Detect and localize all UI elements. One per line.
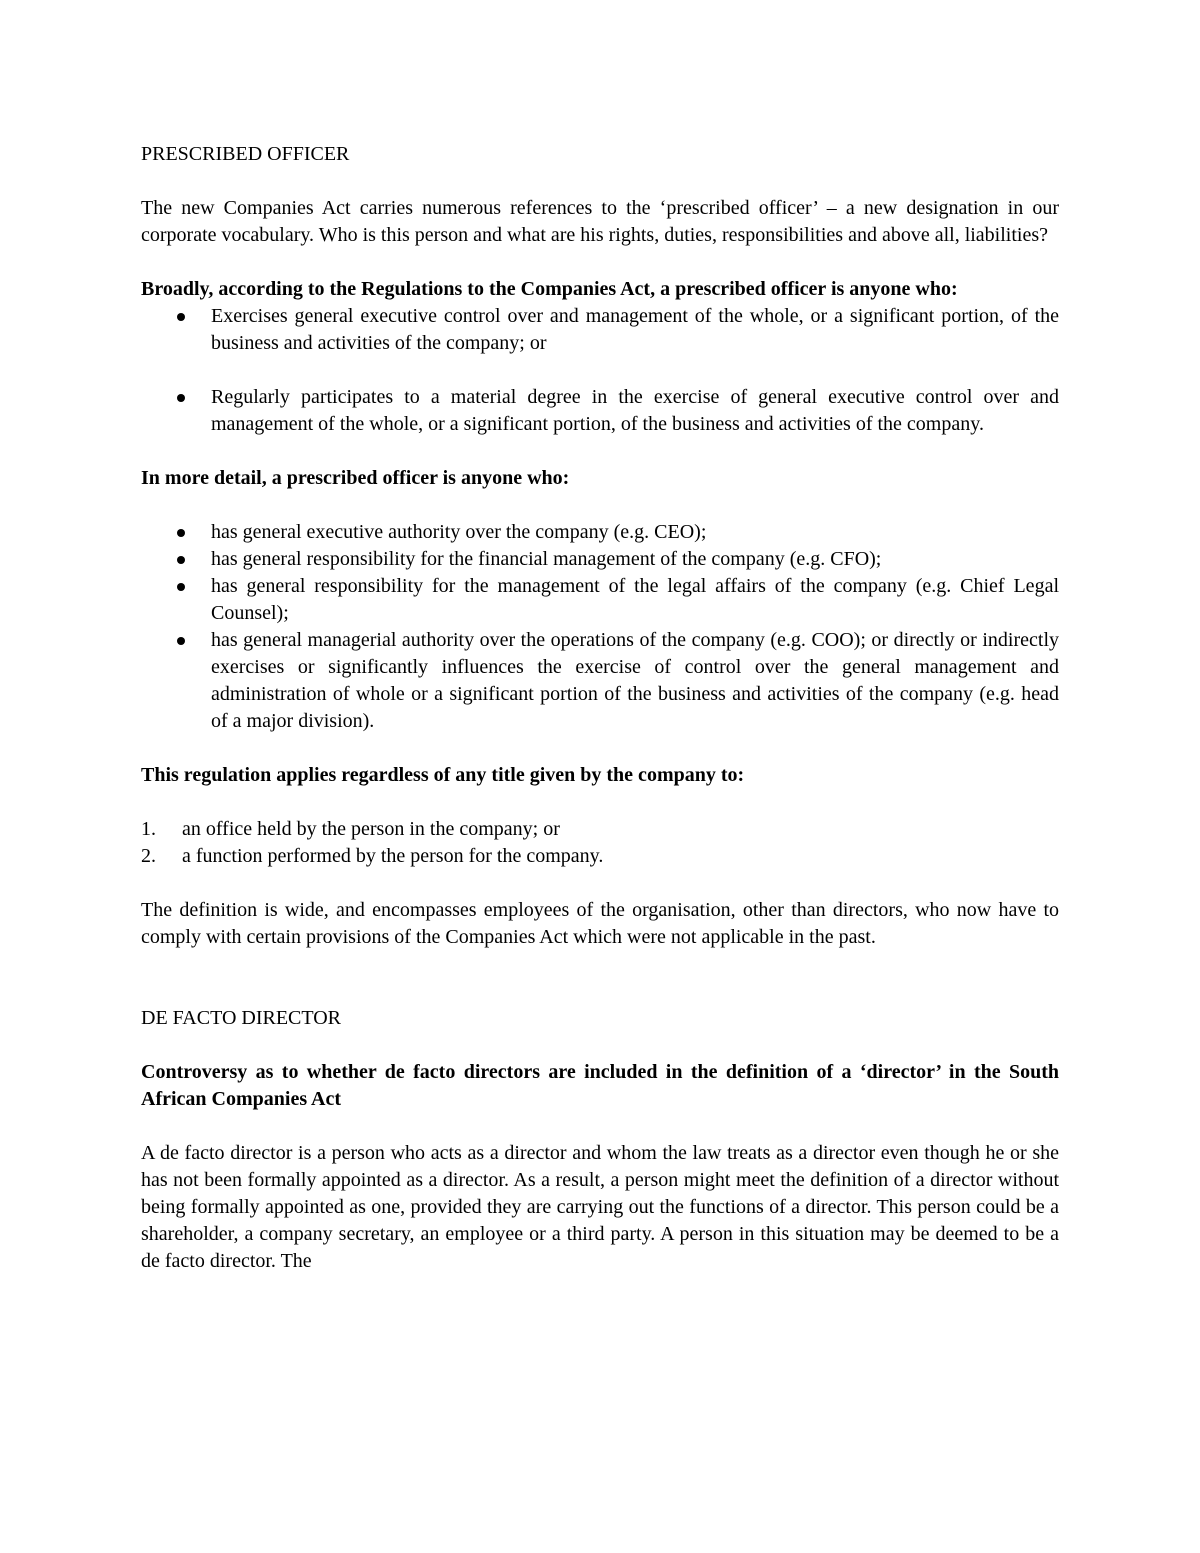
list-item-text: has general responsibility for the management of the legal affairs of the company (e.g. Chief Legal Counsel); xyxy=(211,575,1059,624)
intro-paragraph: The new Companies Act carries numerous references to the ‘prescribed officer’ – a new designation in our corporate vocabulary. Who is this person and what are his rights, duties, responsibilities and above all, liabilities? xyxy=(141,197,1059,246)
list-item xyxy=(141,816,1059,843)
list-item-text: Regularly participates to a material degree in the exercise of general executive control over and management of the whole, or a significant portion, of the business and activities of the company. xyxy=(211,386,1059,435)
section-title-prescribed-officer: PRESCRIBED OFFICER xyxy=(141,143,350,165)
list-item-text: has general executive authority over the company (e.g. CEO); xyxy=(211,521,707,543)
document-page xyxy=(141,141,1059,1275)
list-item-text: has general responsibility for the financial management of the company (e.g. CFO); xyxy=(211,548,882,570)
list-item xyxy=(141,519,1059,546)
bullet-icon xyxy=(177,637,185,645)
list-item xyxy=(141,546,1059,573)
bullet-icon xyxy=(177,583,185,591)
list-item-text: Exercises general executive control over and management of the whole, or a significant portion, of the business and activities of the company; or xyxy=(211,305,1059,354)
detail-list xyxy=(141,519,1059,735)
list-item xyxy=(141,627,1059,735)
regulation-list xyxy=(141,816,1059,870)
definition-paragraph: The definition is wide, and encompasses employees of the organisation, other than directors, who now have to comply with certain provisions of the Companies Act which were not applicable in the past. xyxy=(141,899,1059,948)
broadly-list xyxy=(141,303,1059,438)
bullet-icon xyxy=(177,556,185,564)
de-facto-paragraph: A de facto director is a person who acts as a director and whom the law treats as a director even though he or she has not been formally appointed as a director. As a result, a person might meet the definition of a director without being formally appointed as one, provided they are carrying out the functions of a director. This person could be a shareholder, a company secretary, an employee or a third party. A person in this situation may be deemed to be a de facto director. The xyxy=(141,1142,1059,1272)
list-item xyxy=(141,573,1059,627)
list-item-text: a function performed by the person for the company. xyxy=(182,845,604,867)
broadly-heading: Broadly, according to the Regulations to the Companies Act, a prescribed officer is anyone who: xyxy=(141,278,958,300)
bullet-icon xyxy=(177,394,185,402)
list-item xyxy=(141,843,1059,870)
list-number: 1. xyxy=(141,818,156,840)
list-item xyxy=(141,384,1059,438)
regulation-heading: This regulation applies regardless of any title given by the company to: xyxy=(141,764,745,786)
section-title-de-facto-director: DE FACTO DIRECTOR xyxy=(141,1007,342,1029)
bullet-icon xyxy=(177,313,185,321)
list-item xyxy=(141,303,1059,357)
list-item-text: an office held by the person in the company; or xyxy=(182,818,560,840)
list-number: 2. xyxy=(141,845,156,867)
list-item-text: has general managerial authority over the operations of the company (e.g. COO); or directly or indirectly exercises or significantly influences the exercise of control over the general management and administration of whole or a significant portion of the business and activities of the company (e.g. head of a major division). xyxy=(211,629,1059,732)
bullet-icon xyxy=(177,529,185,537)
de-facto-subheading: Controversy as to whether de facto directors are included in the definition of a ‘director’ in the South African Companies Act xyxy=(141,1061,1059,1110)
detail-heading: In more detail, a prescribed officer is anyone who: xyxy=(141,467,570,489)
